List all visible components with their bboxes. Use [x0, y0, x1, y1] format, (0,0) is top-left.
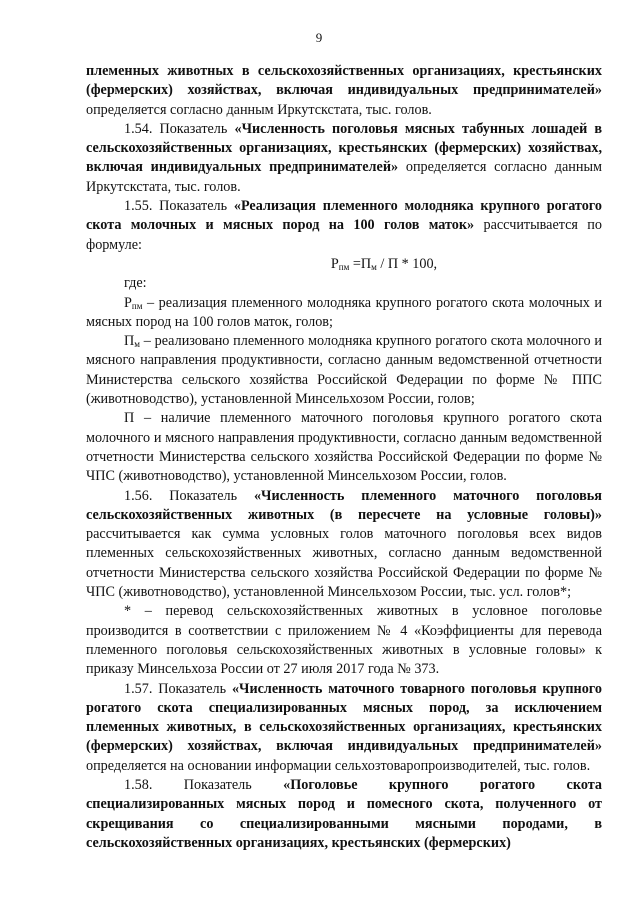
- definition-symbol: П: [124, 333, 135, 350]
- paragraph-lead: 1.56. Показатель: [124, 487, 254, 504]
- paragraph-text: определяется согласно данным Иркутскстата, тыс. голов.: [86, 101, 432, 118]
- paragraph-text: рассчитывается как сумма условных голов маточного поголовья всех видов племенных сельскохозяйственных животных, согласно данным ведомственной отчетности Министерства сельского хозяйства Российской Федерации по форме № ЧПС (животноводство), установленной Минсельхозом России, тыс. усл. голов*;: [86, 526, 602, 601]
- paragraph-continuation: [86, 62, 602, 120]
- formula-subscript: пм: [338, 261, 350, 272]
- definition-subscript: пм: [131, 300, 143, 311]
- paragraph-1-58: [86, 776, 602, 853]
- paragraph-1-55: [86, 197, 602, 255]
- formula-subscript: м: [371, 261, 377, 272]
- indicator-title: племенных животных в сельскохозяйственных организациях, крестьянских (фермерских) хозяйствах, включая индивидуальных предпринимателей»: [86, 63, 602, 99]
- page-number: 9: [315, 30, 323, 45]
- paragraph-text: определяется на основании информации сельхозтоваропроизводителей, тыс. голов.: [86, 757, 591, 774]
- definition-subscript: м: [134, 339, 140, 350]
- where-label: где:: [124, 275, 147, 292]
- definition-symbol: Р: [124, 294, 132, 311]
- formula-part: / П * 100,: [376, 255, 438, 272]
- paragraph-lead: 1.55. Показатель: [124, 198, 234, 215]
- definition-rpm: [86, 294, 602, 333]
- document-body: [86, 62, 602, 853]
- formula-symbol: Р: [330, 255, 339, 272]
- paragraph-lead: 1.54. Показатель: [124, 120, 235, 137]
- paragraph-1-56: [86, 487, 602, 603]
- definition-p: П – наличие племенного маточного поголовья крупного рогатого скота молочного и мясного направления продуктивности, согласно данным ведомственной отчетности Министерства сельского хозяйства Российской Федерации по форме № ЧПС (животноводство), установленной Минсельхозом России, голов.: [86, 410, 602, 485]
- indicator-title: «Численность маточного товарного поголовья крупного рогатого скота специализированных мясных пород, за исключением племенных животных, в сельскохозяйственных организациях, крестьянских (фермерских) хозяйствах, включая индивидуальных предпринимателей»: [86, 680, 602, 755]
- paragraph-text: определяется согласно данным Иркутскстата, тыс. голов.: [86, 159, 602, 195]
- indicator-title: «Численность поголовья мясных табунных лошадей в сельскохозяйственных организациях, крестьянских (фермерских) хозяйствах, включая индивидуальных предпринимателей»: [86, 120, 602, 176]
- indicator-title: «Поголовье крупного рогатого скота специализированных мясных пород и помесного скота, полученного от скрещивания со специализированными мясными породами, в сельскохозяйственных организациях, крестьянских (фермерских): [86, 776, 602, 851]
- footnote-paragraph: * – перевод сельскохозяйственных животных в условное поголовье производится в соответствии с приложением № 4 «Коэффициенты для перевода племенного поголовья сельскохозяйственных животных в условные головы» к приказу Минсельхоза России от 27 июля 2017 года № 373.: [86, 603, 602, 678]
- indicator-title: «Численность племенного маточного поголовья сельскохозяйственных животных (в пересчете на условные головы)»: [86, 487, 602, 523]
- indicator-title: «Реализация племенного молодняка крупного рогатого скота молочных и мясных пород на 100 голов маток»: [86, 198, 602, 234]
- definition-text: – реализация племенного молодняка крупного рогатого скота молочных и мясных пород на 100 голов маток, голов;: [86, 294, 602, 330]
- formula-part: =П: [349, 255, 372, 272]
- definition-text: – реализовано племенного молодняка крупного рогатого скота молочного и мясного направления продуктивности, согласно данным ведомственной отчетности Министерства сельского хозяйства Российской Федерации по форме № ППС (животноводство), установленной Минсельхозом России, голов;: [86, 333, 602, 408]
- paragraph-1-57: [86, 680, 602, 776]
- paragraph-1-54: [86, 120, 602, 197]
- formula: [86, 255, 602, 274]
- paragraph-text: рассчитывается по формуле:: [86, 217, 602, 253]
- paragraph-lead: 1.58. Показатель: [124, 776, 284, 793]
- paragraph-lead: 1.57. Показатель: [124, 680, 232, 697]
- definition-pm: [86, 332, 602, 409]
